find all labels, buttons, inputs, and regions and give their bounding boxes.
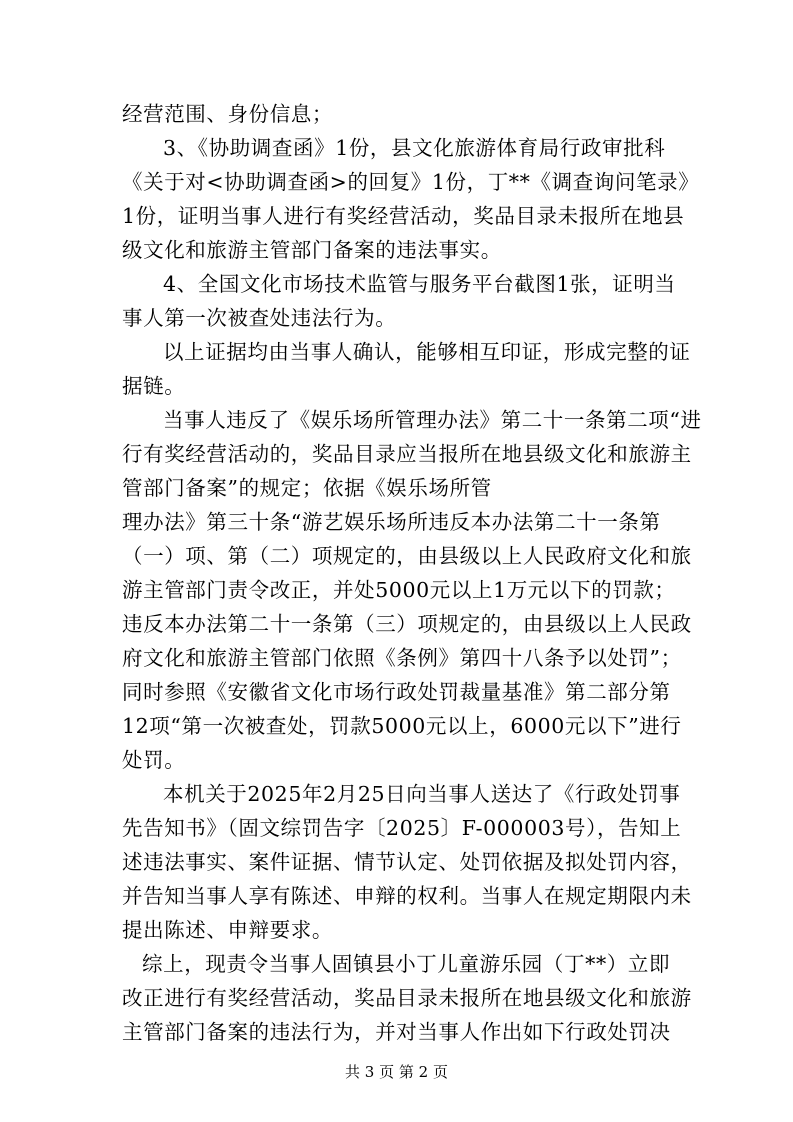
body-line: 处罚。 — [122, 748, 186, 772]
body-line: 以上证据均由当事人确认，能够相互印证，形成完整的证 — [163, 340, 691, 364]
body-line: 述违法事实、案件证据、情节认定、处罚依据及拟处罚内容， — [122, 850, 692, 874]
body-line: 《关于对<协助调查函>的回复》1份，丁**《调查询问笔录》 — [122, 170, 700, 194]
body-line: 经营范围、身份信息； — [122, 102, 333, 126]
body-line: 1份，证明当事人进行有奖经营活动，奖品目录未报所在地县 — [122, 204, 685, 228]
body-line: 事人第一次被查处违法行为。 — [122, 306, 397, 330]
body-line: 主管部门备案的违法行为，并对当事人作出如下行政处罚决 — [122, 1020, 671, 1044]
body-line: 并告知当事人享有陈述、申辩的权利。当事人在规定期限内未 — [122, 884, 692, 908]
body-line: 当事人违反了《娱乐场所管理办法》第二十一条第二项“进 — [163, 408, 702, 432]
body-line: 行有奖经营活动的，奖品目录应当报所在地县级文化和旅游主 — [122, 442, 692, 466]
page-number-footer: 共 3 页 第 2 页 — [345, 1063, 448, 1081]
body-line: 违反本办法第二十一条第（三）项规定的，由县级以上人民政 — [122, 612, 692, 636]
body-line: 级文化和旅游主管部门备案的违法事实。 — [122, 238, 502, 262]
body-line: 综上，现责令当事人固镇县小丁儿童游乐园（丁**）立即 — [142, 952, 671, 976]
body-line: 4、全国文化市场技术监管与服务平台截图1张，证明当 — [163, 272, 676, 296]
body-line: 本机关于2025年2月25日向当事人送达了《行政处罚事 — [163, 782, 681, 806]
body-line: 管部门备案”的规定；依据《娱乐场所管 — [122, 476, 492, 500]
body-line: （一）项、第（二）项规定的，由县级以上人民政府文化和旅 — [122, 544, 692, 568]
body-line: 据链。 — [122, 374, 186, 398]
body-line: 同时参照《安徽省文化市场行政处罚裁量基准》第二部分第 — [122, 680, 671, 704]
body-line: 府文化和旅游主管部门依照《条例》第四十八条予以处罚”； — [122, 646, 682, 670]
body-line: 先告知书》（固文综罚告字〔2025〕F-000003号），告知上 — [122, 816, 682, 840]
body-line: 改正进行有奖经营活动，奖品目录未报所在地县级文化和旅游 — [122, 986, 692, 1010]
body-line: 游主管部门责令改正，并处5000元以上1万元以下的罚款； — [122, 578, 676, 602]
body-line: 提出陈述、申辩要求。 — [122, 918, 333, 942]
body-line: 12项“第一次被查处，罚款5000元以上，6000元以下”进行 — [122, 714, 682, 738]
body-line: 理办法》第三十条“游艺娱乐场所违反本办法第二十一条第 — [122, 510, 661, 534]
body-line: 3、《协助调查函》1份，县文化旅游体育局行政审批科 — [163, 136, 666, 160]
